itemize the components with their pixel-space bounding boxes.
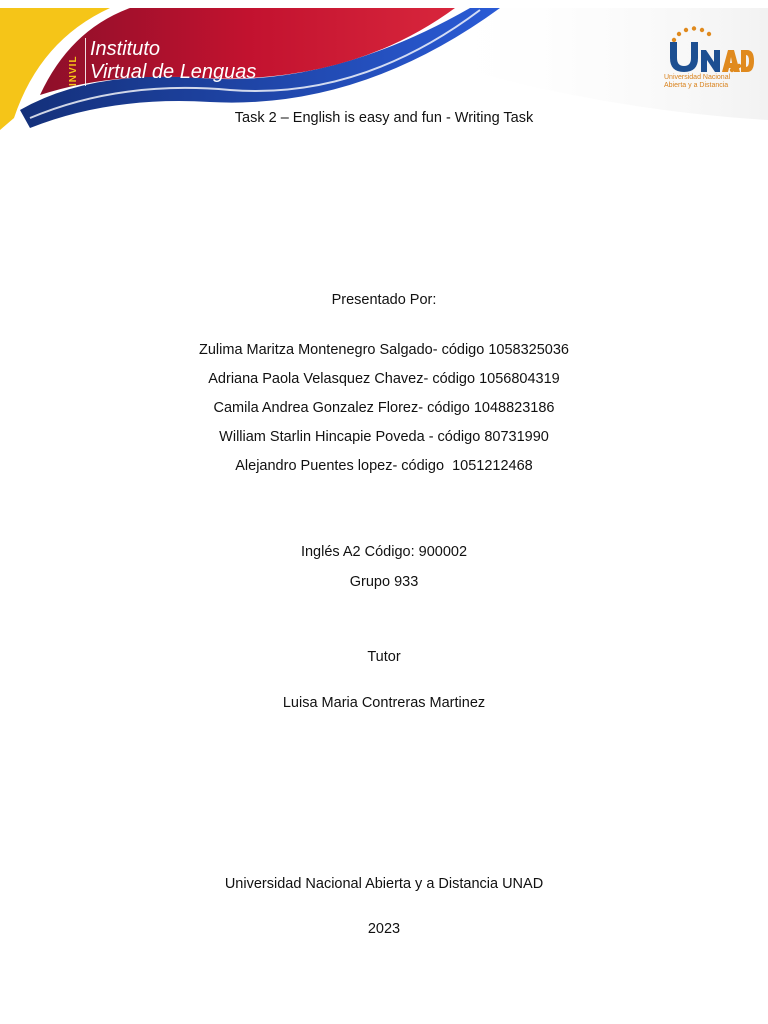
unad-logo-subtitle-line1: Universidad Nacional (664, 74, 731, 81)
unad-logo-icon (664, 26, 754, 76)
presented-by-label: Presentado Por: (331, 292, 437, 308)
institute-name-line2: Virtual de Lenguas (90, 61, 257, 83)
ivl-logo-mark: INVIL (68, 55, 79, 86)
presenter-item: Camila Andrea Gonzalez Florez- código 1048823186 (213, 400, 555, 416)
presenter-item: Zulima Maritza Montenegro Salgado- código 1058325036 (199, 342, 569, 358)
unad-logo-subtitle-line2: Abierta y a Distancia (664, 82, 729, 89)
university-name: Universidad Nacional Abierta y a Distancia UNAD (224, 876, 544, 892)
unad-logo (664, 26, 754, 96)
presenter-list (0, 336, 768, 481)
presenter-item: Alejandro Puentes lopez- código 1051212468 (235, 458, 533, 474)
group-info: Grupo 933 (349, 574, 419, 590)
tutor-name: Luisa Maria Contreras Martinez (282, 695, 486, 711)
ivl-logo-separator (85, 38, 86, 86)
tutor-label: Tutor (367, 649, 401, 665)
presenter-item: William Starlin Hincapie Poveda - código 80731990 (219, 429, 549, 445)
document-title: Task 2 – English is easy and fun - Writing Task (234, 110, 534, 126)
document-year: 2023 (367, 921, 401, 937)
presenter-item: Adriana Paola Velasquez Chavez- código 1056804319 (208, 371, 560, 387)
course-info: Inglés A2 Código: 900002 (300, 544, 468, 560)
institute-name-line1: Instituto (90, 38, 161, 60)
